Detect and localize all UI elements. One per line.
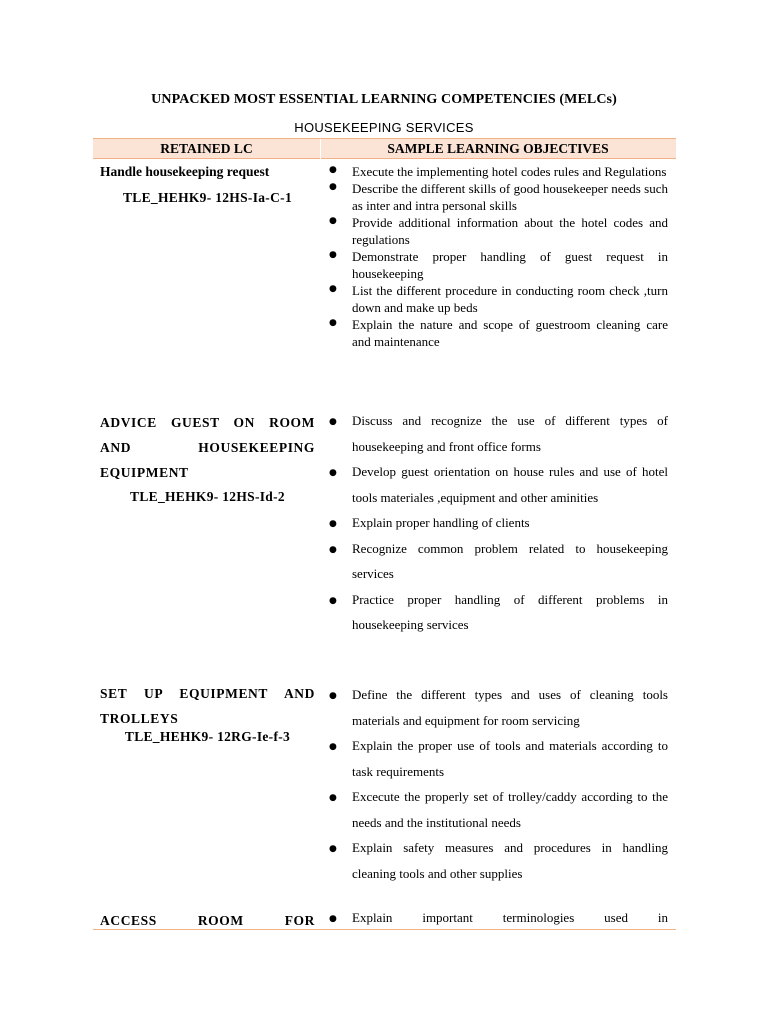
bullet-icon: ● [329,417,337,427]
bullet-icon: ● [329,216,337,226]
list-item: ● Describe the different skills of good housekeeper needs such as inter and intra personal skills [329,181,668,213]
table-row-2-objectives [326,408,668,638]
list-item: ● Develop guest orientation on house rules and use of hotel tools materiales ,equipment and other aminities [326,459,668,510]
table-row-1-lc [100,163,315,206]
list-item: ● Recognize common problem related to housekeeping services [326,536,668,587]
bullet-icon: ● [329,182,337,192]
table-row-4-lc [100,908,315,933]
bullet-icon: ● [329,691,337,701]
list-item: ● Excecute the properly set of trolley/caddy according to the needs and the institutional needs [326,784,668,835]
lc-title-line: SET UP EQUIPMENT AND [100,686,315,701]
bullet-icon: ● [329,519,337,529]
list-item: ● Explain the nature and scope of guestroom cleaning care and maintenance [329,317,668,349]
table-row-1-objectives [326,163,668,350]
lc-title-line: ACCESS ROOM FOR [100,913,315,928]
lc-title-line: EQUIPMENT [100,465,189,480]
list-item: ● Discuss and recognize the use of different types of housekeeping and front office forms [326,408,668,459]
list-item: ● Provide additional information about the hotel codes and regulations [329,215,668,247]
lc-code: TLE_HEHK9- 12RG-Ie-f-3 [124,729,291,744]
lc-title-line: TROLLEYS [100,711,179,726]
header-retained-lc: RETAINED LC [160,141,253,156]
list-item: ● Explain safety measures and procedures in handling cleaning tools and other supplies [326,835,668,886]
bullet-icon: ● [329,544,337,555]
bullet-icon: ● [329,284,337,294]
table-row-4-objectives [326,905,668,931]
bullet-icon: ● [329,844,337,854]
list-item: ● Practice proper handling of different problems in housekeeping services [326,587,668,638]
list-item: ● List the different procedure in conducting room check ,turn down and make up beds [329,283,668,315]
table-row-3-objectives [326,682,668,886]
list-item: ● Explain the proper use of tools and materials according to task requirements [326,733,668,784]
bullet-icon: ● [329,165,337,175]
bullet-icon: ● [329,793,337,803]
table-header-row [93,138,676,159]
bullet-icon: ● [329,250,337,260]
document-title: UNPACKED MOST ESSENTIAL LEARNING COMPETENCIES (MELCs) [151,92,617,107]
list-item: ● Explain proper handling of clients [326,510,668,536]
competencies-table [93,138,676,930]
list-item: ● Execute the implementing hotel codes rules and Regulations [329,164,667,179]
list-item: ● Explain important terminologies used in [326,905,668,931]
list-item: ● Demonstrate proper handling of guest request in housekeeping [329,249,668,281]
lc-title-line: AND HOUSEKEEPING [100,440,315,455]
lc-title-line: ADVICE GUEST ON ROOM [100,415,315,430]
table-row-2-lc [100,410,315,505]
bullet-icon: ● [329,742,337,752]
bullet-icon: ● [329,595,337,606]
header-learning-objectives: SAMPLE LEARNING OBJECTIVES [387,141,609,156]
document-subtitle: HOUSEKEEPING SERVICES [294,120,474,135]
lc-code: TLE_HEHK9- 12HS-Ia-C-1 [123,190,292,205]
lc-title: Handle housekeeping request [100,164,270,179]
bullet-icon: ● [329,468,337,478]
lc-code: TLE_HEHK9- 12HS-Id-2 [130,489,285,504]
table-row-3-lc [100,681,315,745]
list-item: ● Define the different types and uses of cleaning tools materials and equipment for room servicing [326,682,668,733]
bullet-icon: ● [329,318,337,328]
bullet-icon: ● [329,914,337,924]
